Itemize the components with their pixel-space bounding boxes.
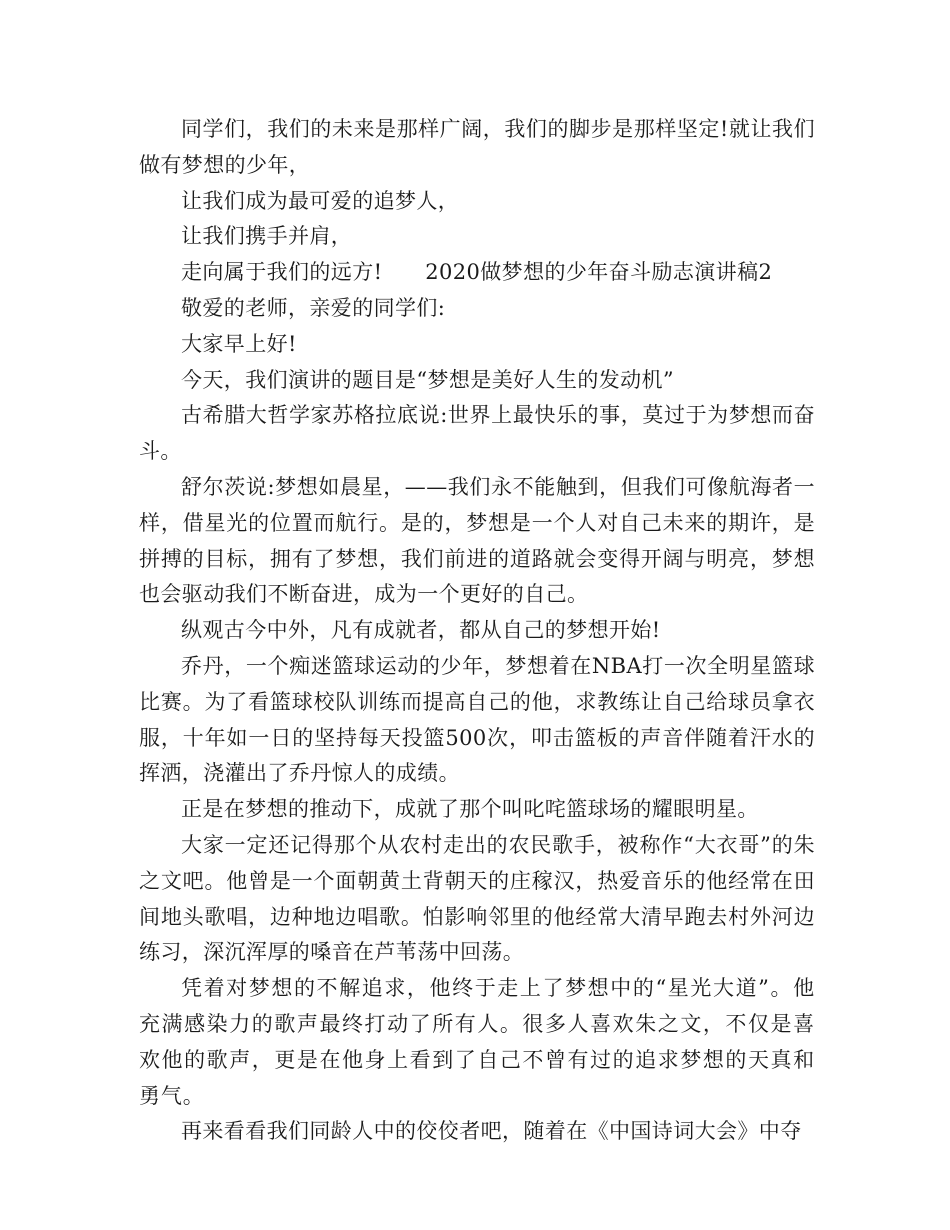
paragraph-15: 再来看看我们同龄人中的佼佼者吧，随着在《中国诗词大会》中夺 [181, 1119, 802, 1144]
paragraph-4: 走向属于我们的远方! 2020做梦想的少年奋斗励志演讲稿2 [181, 260, 773, 285]
paragraph-6: 大家早上好! [181, 331, 297, 356]
paragraph-14: 凭着对梦想的不解追求，他终于走上了梦想中的“星光大道”。他充满感染力的歌声最终打动了所有人。很多人喜欢朱之文，不仅是喜欢他的歌声，更是在他身上看到了自己不曾有过的追求梦想的天真和勇气。 [139, 976, 815, 1108]
paragraph-2: 让我们成为最可爱的追梦人， [181, 188, 460, 213]
paragraph-9: 舒尔茨说:梦想如晨星，——我们永不能触到，但我们可像航海者一样，借星光的位置而航行。是的，梦想是一个人对自己未来的期许，是拼搏的目标，拥有了梦想，我们前进的道路就会变得开阔与明亮，梦想也会驱动我们不断奋进，成为一个更好的自己。 [139, 474, 815, 607]
paragraph-8: 古希腊大哲学家苏格拉底说:世界上最快乐的事，莫过于为梦想而奋斗。 [139, 403, 815, 464]
paragraph-1: 同学们，我们的未来是那样广阔，我们的脚步是那样坚定!就让我们做有梦想的少年， [139, 117, 815, 177]
paragraph-10: 纵观古今中外，凡有成就者，都从自己的梦想开始! [181, 618, 661, 643]
paragraph-13: 大家一定还记得那个从农村走出的农民歌手，被称作“大衣哥”的朱之文吧。他曾是一个面朝黄土背朝天的庄稼汉，热爱音乐的他经常在田间地头歌唱，边种地边唱歌。怕影响邻里的他经常大清早跑去村外河边练习，深沉浑厚的嗓音在芦苇荡中回荡。 [139, 832, 815, 965]
paragraph-3: 让我们携手并肩， [181, 224, 353, 249]
paragraph-11: 乔丹，一个痴迷篮球运动的少年，梦想着在NBA打一次全明星篮球比赛。为了看篮球校队训练而提高自己的他，求教练让自己给球员拿衣服，十年如一日的坚持每天投篮500次，叩击篮板的声音伴随着汗水的挥洒，浇灌出了乔丹惊人的成绩。 [139, 653, 815, 786]
paragraph-12: 正是在梦想的推动下，成就了那个叫叱咤篮球场的耀眼明星。 [181, 797, 759, 822]
speech-text [139, 112, 815, 1150]
paragraph-5: 敬爱的老师，亲爱的同学们: [181, 295, 446, 320]
paragraph-7: 今天，我们演讲的题目是“梦想是美好人生的发动机” [181, 367, 675, 392]
